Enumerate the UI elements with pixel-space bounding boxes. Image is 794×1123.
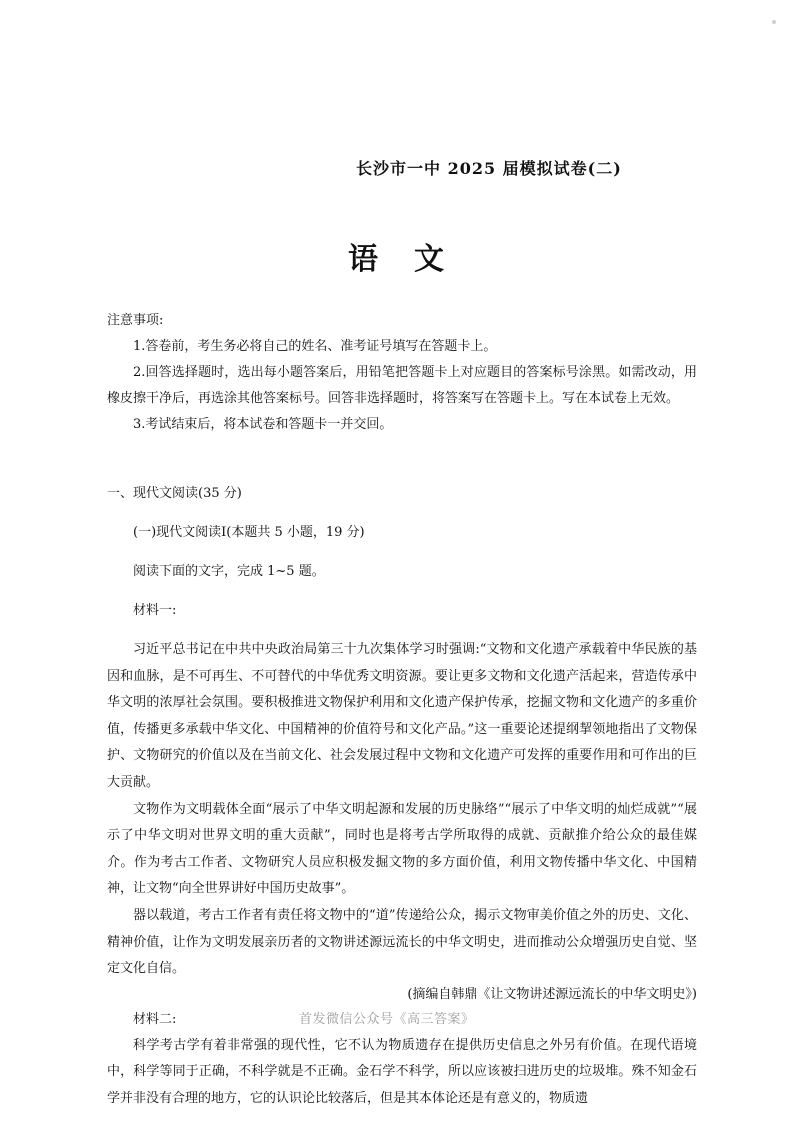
- material-paragraph: 科学考古学有着非常强的现代性，它不认为物质遗存在提供历史信息之外另有价值。在现代语境中，科学等同于正确，不科学就是不正确。金石学不科学，所以应该被扫进历史的垃圾堆。殊不知金石学并非没有合理的地方，它的认识论比较落后，但是其本体论还是有意义的，物质遗: [107, 1037, 697, 1106]
- subject-title: 语文: [348, 242, 480, 277]
- reading-section: [107, 468, 697, 1113]
- exam-title: 长沙市一中 2025 届模拟试卷(二): [356, 159, 622, 178]
- section-subtitle: (一)现代文阅读Ⅰ(本题共 5 小题，19 分): [133, 525, 365, 540]
- section-title: 一、现代文阅读(35 分): [107, 486, 242, 501]
- material-paragraph: 习近平总书记在中共中央政治局第三十九次集体学习时强调:“文物和文化遗产承载着中华民族的基因和血脉，是不可再生、不可替代的中华优秀文明资源。要让更多文物和文化遗产活起来，营造传承中华文明的浓厚社会氛围。要积极推进文物保护利用和文化遗产保护传承，挖掘文物和文化遗产的多重价值，传播更多承载中华文化、中国精神的价值符号和文化产品。”这一重要论述提纲挈领地指出了文物保护、文物研究的价值以及在当前文化、社会发展过程中文物和文化遗产可发挥的重要作用和可作出的巨大贡献。: [107, 642, 697, 790]
- material-two-label: 材料二:: [133, 1011, 177, 1027]
- material-one-label: 材料一:: [133, 603, 177, 618]
- notice-section: [107, 308, 697, 438]
- material-paragraph: 器以载道，考古工作者有责任将文物中的“道”传递给公众，揭示文物审美价值之外的历史、文化、精神价值，让作为文明发展亲历者的文物讲述源远流长的中华文明史，进而推动公众增强历史自觉、坚定文化自信。: [107, 907, 697, 977]
- corner-dot: [772, 20, 776, 24]
- watermark-text: 首发微信公众号《高三答案》: [299, 1011, 475, 1027]
- section-instruction: 阅读下面的文字，完成 1~5 题。: [133, 564, 325, 579]
- material-one-source: (摘编自韩鼎《让文物讲述源远流长的中华文明史》): [407, 986, 697, 1002]
- material-one-body: [107, 637, 697, 983]
- notice-title: 注意事项:: [107, 313, 164, 328]
- notice-item: 3.考试结束后，将本试卷和答题卡一并交回。: [133, 417, 393, 432]
- notice-item: 2.回答选择题时，选出每小题答案后，用铅笔把答题卡上对应题目的答案标号涂黑。如需改动，用橡皮擦干净后，再选涂其他答案标号。回答非选择题时，将答案写在答题卡上。写在本试卷上无效。: [107, 365, 697, 406]
- material-paragraph: 文物作为文明载体全面“展示了中华文明起源和发展的历史脉络”“展示了中华文明的灿烂成就”“展示了中华文明对世界文明的重大贡献”，同时也是将考古学所取得的成就、贡献推介给公众的最佳媒介。作为考古工作者、文物研究人员应积极发掘文物的多方面价值，利用文物传播中华文化、中国精神，让文物“向全世界讲好中国历史故事”。: [107, 801, 697, 897]
- material-two-header: [107, 1007, 697, 1033]
- material-two-body: [107, 1033, 697, 1113]
- notice-item: 1.答卷前，考生务必将自己的姓名、准考证号填写在答题卡上。: [133, 339, 497, 354]
